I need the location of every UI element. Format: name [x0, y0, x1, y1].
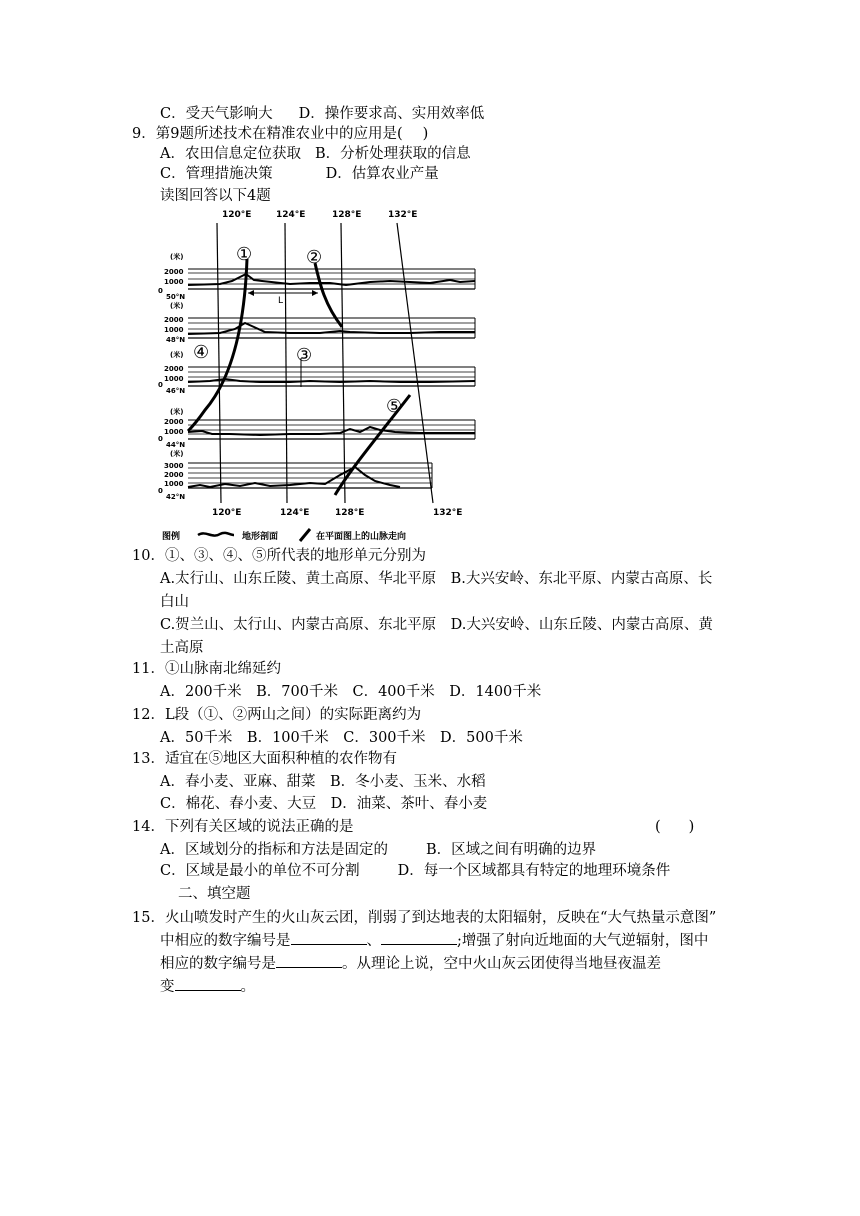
q11-stem: 11．①山脉南北绵延约 — [132, 661, 281, 677]
lat-label: 42°N — [166, 493, 186, 501]
marker-3: ③ — [296, 345, 313, 366]
q15-line1: 15．火山喷发时产生的火山灰云团，削弱了到达地表的太阳辐射，反映在“大气热量示意图” — [132, 910, 717, 926]
q13-stem: 13．适宜在⑤地区大面积种植的农作物有 — [132, 751, 397, 767]
q14-option-c: C．区域是最小的单位不可分割 — [160, 863, 360, 879]
q8-option-d: D．操作要求高、实用效率低 — [298, 106, 485, 122]
q14-option-a: A．区域划分的指标和方法是固定的 — [160, 842, 388, 858]
marker-4: ④ — [193, 342, 210, 363]
q14-option-d: D．每一个区域都具有特定的地理环境条件 — [397, 863, 671, 879]
q9-options-cd — [160, 164, 439, 184]
tick-1000: 1000 — [164, 480, 184, 488]
segment-l-label: L — [278, 296, 284, 306]
bottom-lon-128: 128°E — [335, 508, 365, 518]
terrain-profile-figure — [150, 205, 485, 545]
q8-options-cd — [160, 104, 484, 124]
marker-5: ⑤ — [386, 396, 403, 417]
tick-0: 0 — [158, 381, 163, 389]
section-2-heading: 二、填空题 — [178, 886, 251, 902]
tick-2000: 2000 — [164, 418, 184, 426]
tick-1000: 1000 — [164, 428, 184, 436]
q9-option-a: A．农田信息定位获取 — [160, 146, 301, 162]
tick-3000: 3000 — [164, 462, 184, 470]
q10-options-cd-line2: 土高原 — [160, 640, 204, 656]
q15-line4: 变 。 — [160, 976, 255, 997]
top-lon-124: 124°E — [276, 210, 306, 220]
unit-label: (米) — [170, 253, 184, 261]
lat-label: 44°N — [166, 441, 186, 449]
unit-label: (米) — [170, 450, 184, 458]
q14-options-ab — [160, 840, 596, 860]
q14-option-b: B．区域之间有明确的边界 — [425, 842, 597, 858]
q13-options-ab: A．春小麦、亚麻、甜菜 B．冬小麦、玉米、水稻 — [160, 774, 486, 790]
blank-1[interactable] — [291, 930, 367, 945]
blank-3[interactable] — [276, 953, 342, 968]
lat-label: 46°N — [166, 387, 186, 395]
q14-stem: 14．下列有关区域的说法正确的是 — [132, 819, 354, 835]
marker-2: ② — [306, 247, 323, 268]
tick-1000: 1000 — [164, 326, 184, 334]
q9-options-ab — [160, 144, 471, 164]
q9-stem — [132, 124, 428, 144]
marker-1: ① — [236, 244, 253, 265]
top-lon-132: 132°E — [388, 210, 418, 220]
q14-answer-paren: ( ) — [655, 819, 695, 835]
q14-options-cd — [160, 861, 670, 881]
tick-2000: 2000 — [164, 471, 184, 479]
q8-option-c: C．受天气影响大 — [160, 106, 273, 122]
unit-label: (米) — [170, 302, 184, 310]
legend-profile-text: 地形剖面 — [242, 532, 279, 542]
legend-trend-text: 在平面图上的山脉走向 — [316, 532, 407, 542]
unit-label: (米) — [170, 351, 184, 359]
q10-options-cd-line1: C.贺兰山、太行山、内蒙古高原、东北平原 D.大兴安岭、山东丘陵、内蒙古高原、黄 — [160, 617, 713, 633]
top-lon-120: 120°E — [222, 210, 252, 220]
q12-stem: 12．L段（①、②两山之间）的实际距离约为 — [132, 707, 422, 723]
q12-options: A．50千米 B．100千米 C．300千米 D．500千米 — [160, 730, 523, 746]
top-lon-128: 128°E — [332, 210, 362, 220]
q11-options: A．200千米 B．700千米 C．400千米 D．1400千米 — [160, 684, 542, 700]
tick-0: 0 — [158, 435, 163, 443]
q10-stem: 10．①、③、④、⑤所代表的地形单元分别为 — [132, 548, 426, 564]
q9-option-c: C．管理措施决策 — [160, 166, 273, 182]
q9-option-d: D．估算农业产量 — [325, 166, 439, 182]
q15-line3: 相应的数字编号是 。从理论上说，空中火山灰云团使得当地昼夜温差 — [160, 953, 661, 974]
tick-0: 0 — [158, 287, 163, 295]
q9-stem-text: 9．第9题所述技术在精准农业中的应用是( — [132, 126, 403, 142]
lat-label: 50°N — [166, 293, 186, 301]
tick-2000: 2000 — [164, 316, 184, 324]
tick-0: 0 — [158, 487, 163, 495]
bottom-lon-132: 132°E — [433, 508, 463, 518]
q15-line2: 中相应的数字编号是 、 ;增强了射向近地面的大气逆辐射，图中 — [160, 930, 708, 951]
q10-options-ab-line2: 白山 — [160, 594, 189, 610]
blank-4[interactable] — [175, 976, 241, 991]
q13-options-cd: C．棉花、春小麦、大豆 D．油菜、茶叶、春小麦 — [160, 796, 488, 812]
bottom-lon-124: 124°E — [280, 508, 310, 518]
tick-1000: 1000 — [164, 278, 184, 286]
unit-label: (米) — [170, 408, 184, 416]
q9-option-b: B．分析处理获取的信息 — [314, 146, 471, 162]
tick-1000: 1000 — [164, 375, 184, 383]
tick-2000: 2000 — [164, 365, 184, 373]
lat-label: 48°N — [166, 336, 186, 344]
bottom-lon-120: 120°E — [212, 508, 242, 518]
blank-2[interactable] — [381, 930, 457, 945]
q10-options-ab-line1: A.太行山、山东丘陵、黄土高原、华北平原 B.大兴安岭、东北平原、内蒙古高原、长 — [160, 571, 713, 587]
figure-intro: 读图回答以下4题 — [160, 188, 271, 204]
tick-2000: 2000 — [164, 268, 184, 276]
q9-stem-close: ) — [422, 126, 429, 142]
legend-title: 图例 — [162, 532, 181, 542]
